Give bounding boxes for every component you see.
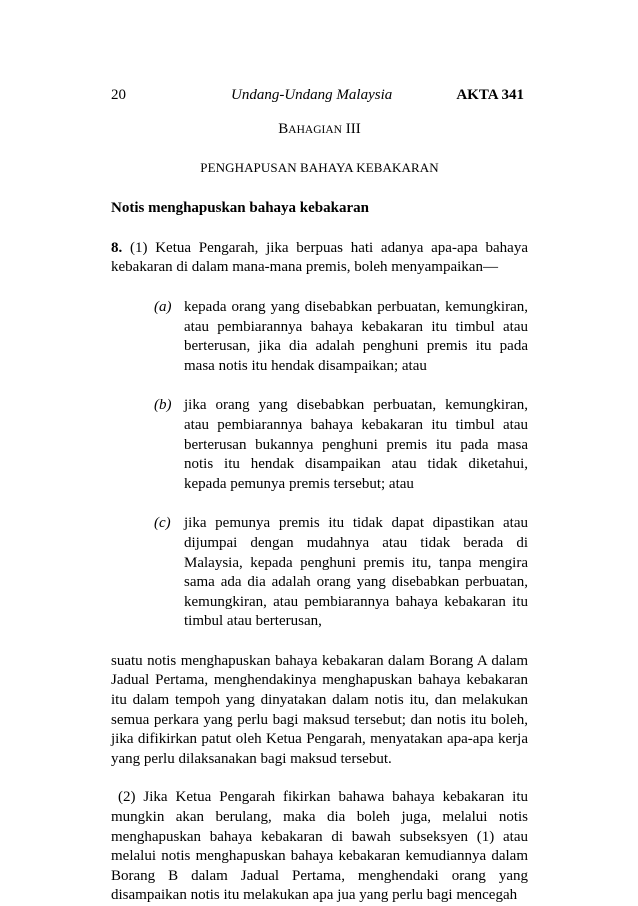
section-heading: Notis menghapuskan bahaya kebakaran <box>111 200 369 217</box>
list-item <box>111 298 528 376</box>
subsection-1-label: (1) <box>122 239 148 256</box>
part-title <box>111 120 528 141</box>
part-title-initial: B <box>278 121 289 137</box>
part-title-rest: AHAGIAN <box>288 124 342 136</box>
part-title-number: III <box>341 121 361 137</box>
item-text: kepada orang yang disebabkan perbuatan, kemungkiran, atau pembiarannya bahaya kebakaran itu timbul atau berterusan, jika dia adalah penghuni premis itu pada masa notis itu hendak disampaikan; atau <box>184 298 528 374</box>
item-label: (c) <box>154 515 171 532</box>
subsection-1-continuation: suatu notis menghapuskan bahaya kebakaran dalam Borang A dalam Jadual Pertama, menghendakinya menghapuskan bahaya kebakaran itu dalam tempoh yang dinyatakan dalam notis itu, dan melakukan semua perkara yang perlu bagi maksud tersebut; dan notis itu boleh, jika difikirkan patut oleh Ketua Pengarah, menyatakan apa-apa kerja yang perlu dilaksanakan bagi maksud tersebut. <box>111 652 528 767</box>
section-number: 8. <box>111 239 123 256</box>
paragraph-list <box>111 298 528 632</box>
header-akta: AKTA 341 <box>456 87 524 103</box>
document-page <box>111 86 528 906</box>
list-item <box>111 396 528 494</box>
subsection-1-text: Ketua Pengarah, jika berpuas hati adanya apa-apa bahaya kebakaran di dalam mana-mana premis, boleh menyampaikan— <box>111 239 528 276</box>
item-text: jika orang yang disebabkan perbuatan, kemungkiran, atau pembiarannya bahaya kebakaran itu timbul atau berterusan bukannya penghuni premis itu pada masa notis itu hendak disampaikan atau tidak diketahui, kepada pemunya premis tersebut; atau <box>184 397 528 492</box>
part-name: PENGHAPUSAN BAHAYA KEBAKARAN <box>200 159 439 175</box>
page-number: 20 <box>111 87 126 103</box>
item-label: (a) <box>154 298 172 315</box>
page-header <box>111 86 528 108</box>
header-title: Undang-Undang Malaysia <box>231 87 393 103</box>
subsection-1 <box>111 239 528 278</box>
item-text: jika pemunya premis itu tidak dapat dipastikan atau dijumpai dengan mudahnya atau tidak berada di Malaysia, kepada penghuni premis itu, tanpa mengira sama ada dia adalah orang yang disebabkan perbuatan, kemungkiran, atau pembiarannya bahaya kebakaran itu timbul atau berterusan, <box>184 515 528 630</box>
list-item <box>111 514 528 632</box>
item-label: (b) <box>154 397 172 414</box>
subsection-2: (2) Jika Ketua Pengarah fikirkan bahawa bahaya kebakaran itu mungkin akan berulang, maka dia boleh juga, melalui notis menghapuskan bahaya kebakaran di bawah subseksyen (1) atau melalui notis menghapuskan bahaya kebakaran kemudiannya dalam Borang B dalam Jadual Pertama, menghendaki orang yang disampaikan notis itu melakukan apa jua yang perlu bagi mencegah <box>111 789 528 904</box>
